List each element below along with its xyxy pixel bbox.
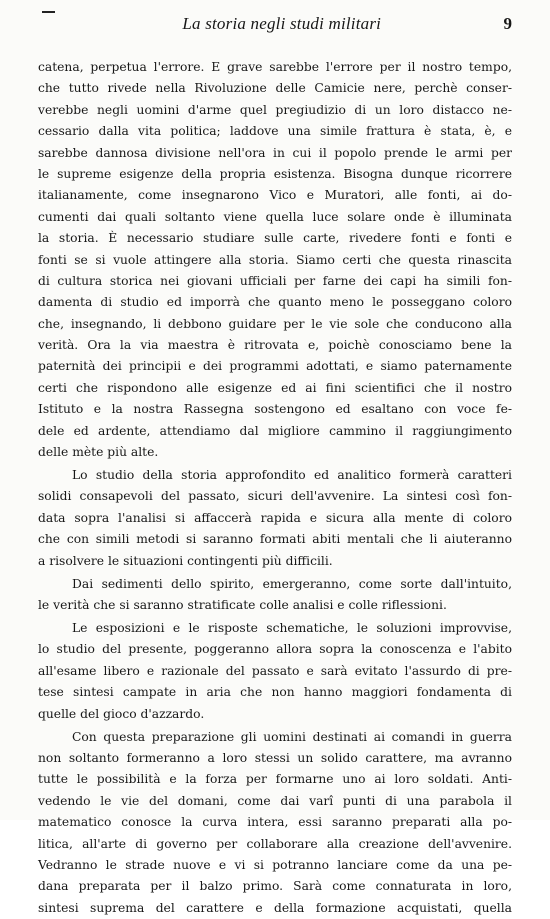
text-line: cumenti dai quali soltanto viene quella luce solare onde è illuminata [38,209,512,224]
text-line: che con simili metodi si saranno formati abiti mentali che li aiuteranno [38,532,512,547]
text-line: cessario dalla vita politica; laddove una simile frattura è stata, è, e [38,124,512,139]
paragraph [38,618,512,727]
text-line: damenta di studio ed imporrà che quanto meno le posseggano coloro [38,295,512,310]
body-text [38,57,512,919]
text-line: di cultura storica nei giovani ufficiali per farne dei capi ha simili fon- [38,273,512,288]
page-number: 9 [503,14,512,33]
text-line: dana preparata per il balzo primo. Sarà come connaturata in loro, [38,879,512,894]
text-line: Le esposizioni e le risposte schematiche, le soluzioni improvvise, [72,620,512,635]
text-line: verità. Ora la via maestra è ritrovata e, poichè conosciamo bene la [38,338,512,353]
text-line: quelle del gioco d'azzardo. [38,706,205,721]
text-line: delle mète più alte. [38,445,159,460]
text-line: data sopra l'analisi si affaccerà rapida e sicura alla mente di coloro [38,510,512,525]
running-head [60,14,512,36]
top-left-dash [42,11,55,13]
text-line: solidi consapevoli del passato, sicuri dell'avvenire. La sintesi così fon- [38,489,512,504]
text-line: Lo studio della storia approfondito ed analitico formerà caratteri [72,468,512,483]
text-line: dele ed ardente, attendiamo dal migliore cammino il raggiungimento [38,423,512,438]
text-line: italianamente, come insegnarono Vico e Muratori, alle fonti, ai do- [38,188,512,203]
text-line: certi che rispondono alle esigenze ed ai fini scientifici che il nostro [38,380,512,395]
text-line: la storia. È necessario studiare sulle carte, rivedere fonti e fonti e [38,231,512,246]
text-line: Istituto e la nostra Rassegna sostengono ed esaltano con voce fe- [38,402,512,417]
paragraph [38,574,512,618]
text-line: le verità che si saranno stratificate colle analisi e colle riflessioni. [38,597,447,612]
text-line: tese sintesi campate in aria che non hanno maggiori fondamenta di [38,685,512,700]
paragraph [38,465,512,574]
text-line: lo studio del presente, poggeranno allora sopra la conoscenza e l'abito [38,642,512,657]
paragraph [38,727,512,919]
text-line: litica, all'arte di governo per collaborare alla creazione dell'avvenire. [38,836,512,851]
text-line: fonti se si vuole attingere alla storia. Siamo certi che questa rinascita [38,252,512,267]
running-head-title: La storia negli studi militari [182,14,382,33]
paragraph [38,57,512,465]
text-line: che tutto rivede nella Rivoluzione delle Camicie nere, perchè conser- [38,81,512,96]
text-line: le supreme esigenze della propria esistenza. Bisogna dunque ricorrere [38,166,512,181]
text-line: Dai sedimenti dello spirito, emergeranno, come sorte dall'intuito, [72,576,512,591]
text-line: matematico conosce la curva intera, essi saranno preparati alla po- [38,815,512,830]
text-line: non soltanto formeranno a loro stessi un solido carattere, ma avranno [38,750,512,765]
text-line: che, insegnando, li debbono guidare per le vie sole che conducono alla [38,316,512,331]
text-line: sarebbe dannosa divisione nell'ora in cui il popolo prende le armi per [38,145,512,160]
text-line: all'esame libero e razionale del passato e sarà evitato l'assurdo di pre- [38,663,512,678]
text-line: verebbe negli uomini d'arme quel pregiudizio di un loro distacco ne- [38,102,512,117]
text-line: tutte le possibilità e la forza per formarne uno ai loro soldati. Anti- [38,772,512,787]
text-line: Con questa preparazione gli uomini destinati ai comandi in guerra [72,729,512,744]
text-line: Vedranno le strade nuove e vi si potranno lanciare come da una pe- [38,857,512,872]
text-line: sintesi suprema del carattere e della formazione acquistati, quella [38,900,512,915]
text-line: paternità dei principii e dei programmi adottati, e siamo paternamente [38,359,512,374]
text-line: catena, perpetua l'errore. E grave sarebbe l'errore per il nostro tempo, [38,60,512,74]
text-line: a risolvere le situazioni contingenti più difficili. [38,553,333,568]
text-line: vedendo le vie del domani, come dai varî punti di una parabola il [38,793,512,808]
